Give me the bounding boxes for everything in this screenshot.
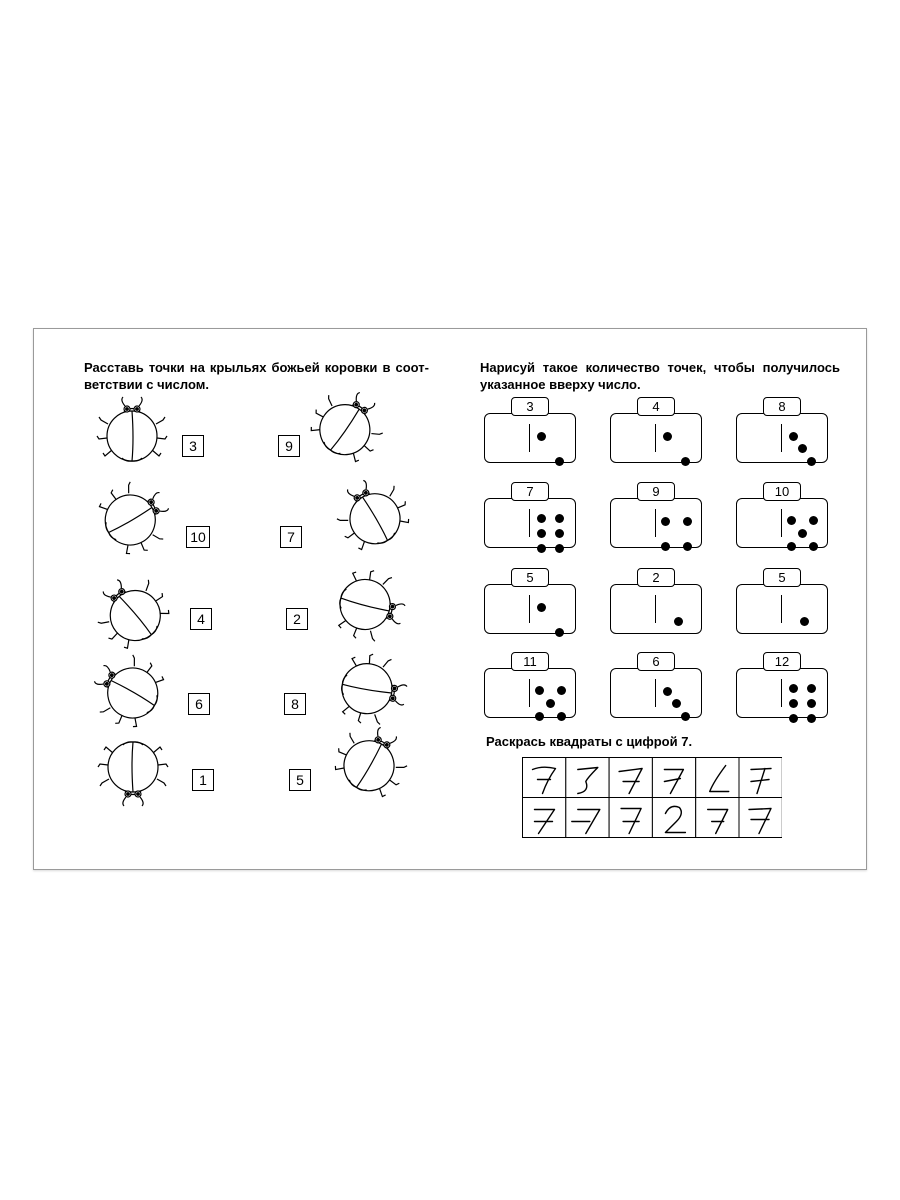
ladybug-number-box: 3 — [182, 435, 204, 457]
domino-number-tab: 9 — [637, 482, 675, 501]
domino-number-tab: 10 — [763, 482, 801, 501]
domino-dot — [798, 529, 807, 538]
ladybug-number-box: 7 — [280, 526, 302, 548]
domino-dot — [787, 516, 796, 525]
grid-cell[interactable] — [652, 798, 695, 838]
ladybug-number-box: 10 — [186, 526, 210, 548]
domino-divider — [781, 595, 782, 623]
domino-number-tab: 3 — [511, 397, 549, 416]
domino-dot — [683, 517, 692, 526]
grid-cell[interactable] — [652, 758, 695, 798]
domino-number-tab: 4 — [637, 397, 675, 416]
domino-dot — [681, 712, 690, 721]
domino-dot — [800, 617, 809, 626]
domino-body — [484, 584, 576, 634]
domino-card — [736, 397, 828, 447]
domino-number-tab: 12 — [763, 652, 801, 671]
domino-dot — [807, 684, 816, 693]
domino-dot — [807, 457, 816, 466]
domino-card — [484, 482, 576, 532]
domino-body — [610, 668, 702, 718]
ladybug-number-box: 4 — [190, 608, 212, 630]
ladybug-drawing — [92, 394, 172, 479]
domino-dot — [789, 432, 798, 441]
domino-dot — [555, 544, 564, 553]
coloring-instruction: Раскрась квадраты с цифрой 7. — [486, 734, 693, 749]
grid-cell[interactable] — [566, 758, 609, 798]
domino-card — [610, 482, 702, 532]
domino-dot — [537, 432, 546, 441]
domino-dot — [663, 687, 672, 696]
domino-instruction: Нарисуй такое количество точек, чтобы получилось указанное вверху число. — [480, 360, 840, 392]
domino-number-tab: 6 — [637, 652, 675, 671]
workbook-page — [33, 328, 867, 870]
domino-number-tab: 2 — [637, 568, 675, 587]
domino-card — [484, 568, 576, 618]
ladybug-drawing — [330, 724, 410, 809]
domino-card — [484, 397, 576, 447]
domino-divider — [529, 509, 530, 537]
ladybug-number-box: 5 — [289, 769, 311, 791]
domino-card — [736, 482, 828, 532]
domino-dot — [535, 712, 544, 721]
ladybug-drawing — [334, 477, 414, 562]
digit-coloring-grid — [522, 757, 782, 839]
domino-card — [484, 652, 576, 702]
domino-dot — [789, 714, 798, 723]
ladybug-drawing — [306, 388, 386, 473]
grid-cell[interactable] — [523, 798, 566, 838]
domino-number-tab: 8 — [763, 397, 801, 416]
domino-dot — [789, 684, 798, 693]
domino-dot — [535, 686, 544, 695]
ladybug-number-box: 2 — [286, 608, 308, 630]
domino-dot — [555, 457, 564, 466]
domino-divider — [655, 509, 656, 537]
ladybug-number-box: 8 — [284, 693, 306, 715]
domino-dot — [809, 542, 818, 551]
ladybug-number-box: 9 — [278, 435, 300, 457]
domino-card — [736, 652, 828, 702]
domino-card — [610, 397, 702, 447]
domino-body — [736, 584, 828, 634]
domino-number-tab: 11 — [511, 652, 549, 671]
domino-dot — [663, 432, 672, 441]
domino-divider — [781, 424, 782, 452]
domino-body — [736, 668, 828, 718]
ladybug-number-box: 6 — [188, 693, 210, 715]
domino-dot — [683, 542, 692, 551]
domino-dot — [787, 542, 796, 551]
domino-dot — [681, 457, 690, 466]
grid-cell[interactable] — [739, 758, 782, 798]
domino-dot — [555, 529, 564, 538]
domino-dot — [661, 542, 670, 551]
domino-dot — [555, 514, 564, 523]
domino-body — [736, 413, 828, 463]
domino-number-tab: 5 — [763, 568, 801, 587]
ladybug-drawing — [94, 574, 174, 659]
ladybug-drawing — [93, 729, 173, 814]
domino-dot — [537, 529, 546, 538]
grid-cell[interactable] — [523, 758, 566, 798]
domino-divider — [655, 595, 656, 623]
domino-number-tab: 5 — [511, 568, 549, 587]
domino-dot — [557, 712, 566, 721]
ladybug-drawing — [92, 479, 172, 564]
domino-dot — [537, 603, 546, 612]
domino-number-tab: 7 — [511, 482, 549, 501]
domino-dot — [674, 617, 683, 626]
ladybug-drawing — [327, 565, 407, 650]
domino-divider — [655, 424, 656, 452]
domino-card — [736, 568, 828, 618]
domino-divider — [781, 509, 782, 537]
domino-divider — [529, 424, 530, 452]
domino-dot — [807, 699, 816, 708]
domino-dot — [798, 444, 807, 453]
domino-body — [610, 413, 702, 463]
domino-dot — [807, 714, 816, 723]
domino-dot — [557, 686, 566, 695]
domino-body — [610, 584, 702, 634]
ladybug-instruction: Расставь точки на крыльях божьей коровки в соот-ветствии с числом. — [84, 360, 429, 392]
domino-dot — [546, 699, 555, 708]
ladybug-number-box: 1 — [192, 769, 214, 791]
domino-dot — [537, 544, 546, 553]
ladybug-drawing — [91, 652, 171, 737]
domino-dot — [672, 699, 681, 708]
domino-card — [610, 568, 702, 618]
domino-divider — [529, 595, 530, 623]
domino-dot — [661, 517, 670, 526]
domino-dot — [809, 516, 818, 525]
domino-divider — [781, 679, 782, 707]
domino-dot — [789, 699, 798, 708]
domino-divider — [529, 679, 530, 707]
domino-body — [484, 413, 576, 463]
ladybug-drawing — [329, 649, 409, 734]
domino-body — [484, 498, 576, 548]
domino-divider — [655, 679, 656, 707]
domino-card — [610, 652, 702, 702]
domino-dot — [537, 514, 546, 523]
domino-dot — [555, 628, 564, 637]
